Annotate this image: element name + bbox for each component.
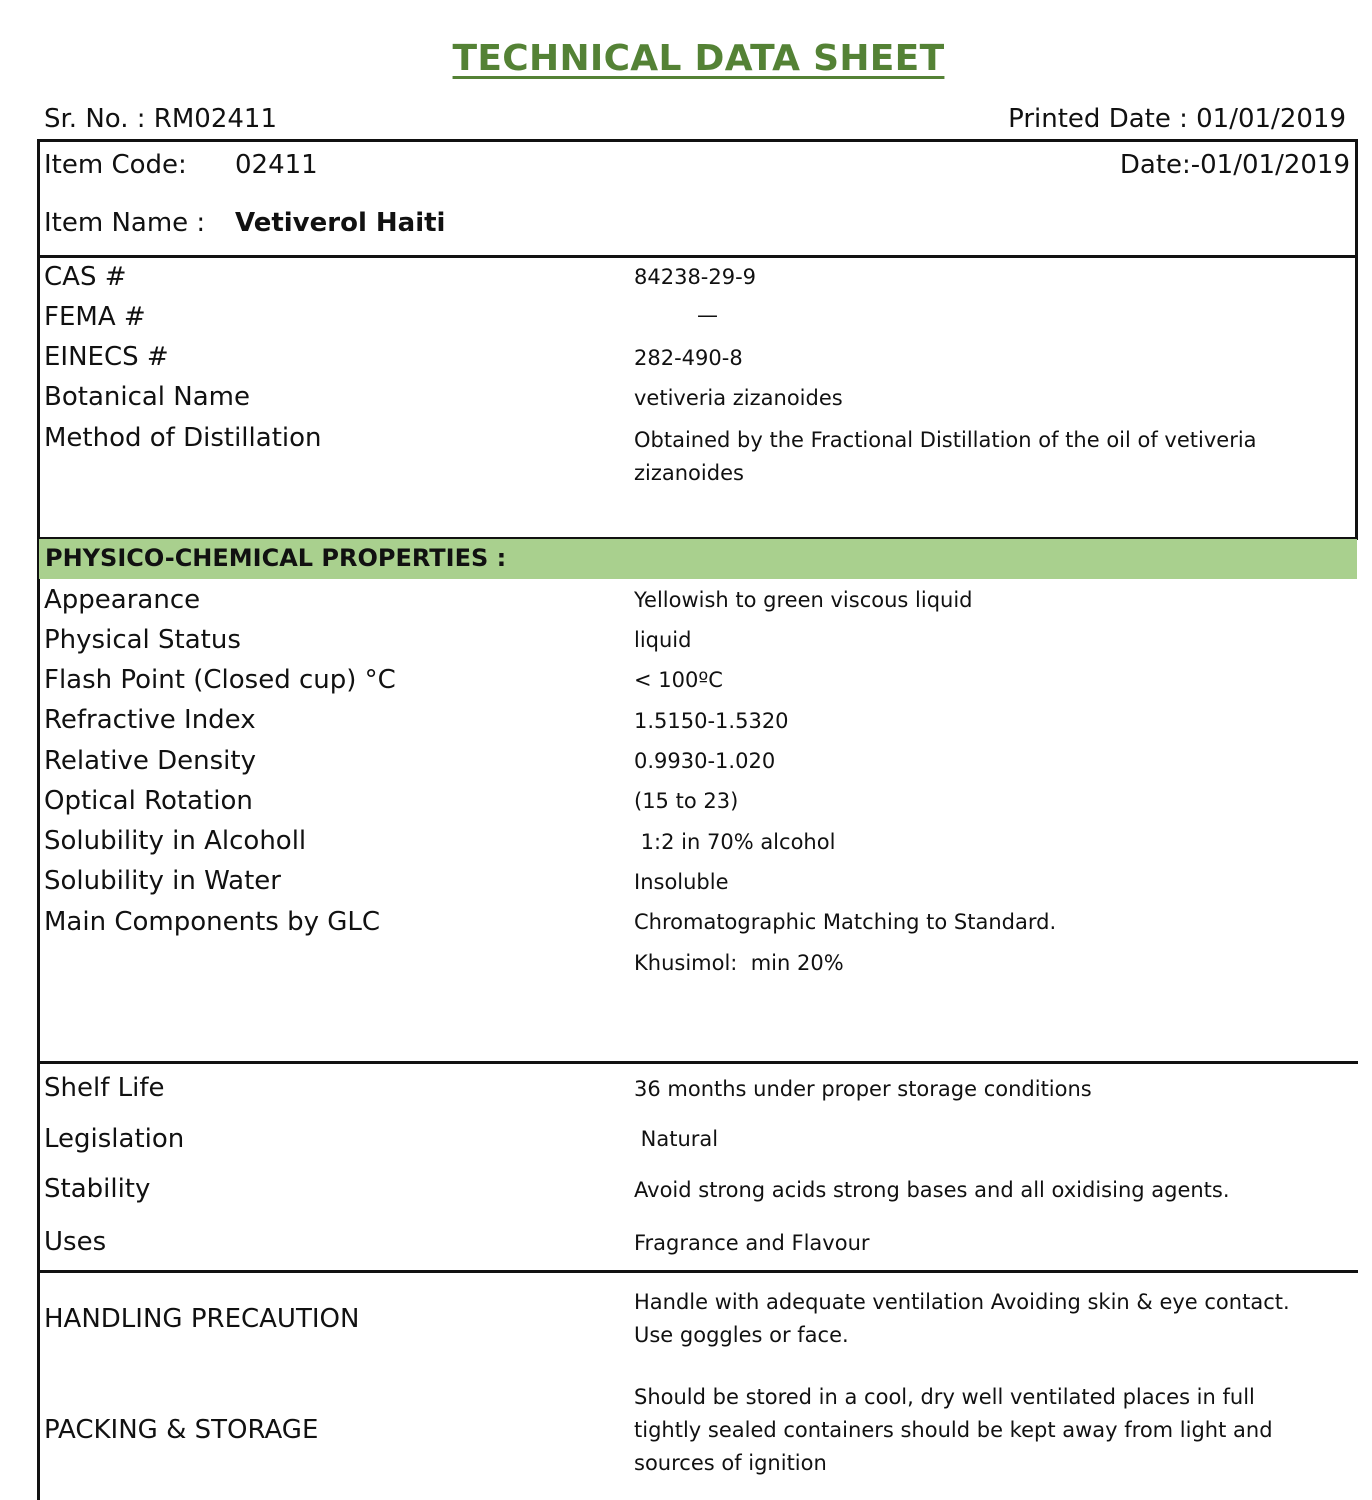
packing-storage-label: PACKING & STORAGE: [44, 1415, 319, 1445]
packing-storage-value: Should be stored in a cool, dry well ventilated places in full tightly sealed containers should be kept away from light and sources of ignition: [634, 1385, 1273, 1475]
legislation-label: Legislation: [44, 1124, 185, 1154]
solubility-water-label: Solubility in Water: [44, 866, 281, 896]
refractive-index-label: Refractive Index: [44, 705, 256, 735]
solubility-water-value: Insoluble: [634, 870, 729, 894]
printed-date: Printed Date : 01/01/2019: [1008, 104, 1346, 134]
cas-label: CAS #: [44, 262, 127, 292]
physical-status-label: Physical Status: [44, 625, 241, 655]
stability-label: Stability: [44, 1174, 151, 1204]
frame-left-border: [37, 139, 40, 1500]
item-name-value: Vetiverol Haiti: [235, 208, 446, 238]
handling-precaution-value: Handle with adequate ventilation Avoiding skin & eye contact. Use goggles or face.: [634, 1290, 1290, 1347]
cas-value: 84238-29-9: [634, 265, 757, 289]
item-date: Date:-01/01/2019: [1119, 150, 1350, 180]
physico-chemical-heading: PHYSICO-CHEMICAL PROPERTIES :: [45, 544, 507, 572]
khusimol-value: Khusimol: min 20%: [634, 951, 844, 975]
frame-top-border: [37, 139, 1358, 142]
uses-label: Uses: [44, 1227, 107, 1257]
botanical-name-value: vetiveria zizanoides: [634, 386, 843, 410]
shelf-life-value: 36 months under proper storage conditions: [634, 1077, 1092, 1101]
shelf-life-label: Shelf Life: [44, 1073, 165, 1103]
item-code-label: Item Code:: [44, 150, 187, 180]
solubility-alcohol-label: Solubility in Alcoholl: [44, 826, 307, 856]
handling-precaution-label: HANDLING PRECAUTION: [44, 1304, 360, 1334]
main-components-label: Main Components by GLC: [44, 907, 381, 937]
serial-number: Sr. No. : RM02411: [44, 104, 277, 134]
einecs-value: 282-490-8: [634, 346, 743, 370]
main-components-value: Chromatographic Matching to Standard.: [634, 910, 1057, 934]
optical-rotation-label: Optical Rotation: [44, 786, 253, 816]
item-code-value: 02411: [235, 150, 318, 180]
appearance-label: Appearance: [44, 585, 201, 615]
relative-density-value: 0.9930-1.020: [634, 749, 776, 773]
frame-right-border: [1355, 139, 1358, 539]
distillation-method-value: Obtained by the Fractional Distillation of the oil of vetiveria zizanoides: [634, 428, 1257, 485]
flash-point-label: Flash Point (Closed cup) °C: [44, 665, 396, 695]
relative-density-label: Relative Density: [44, 746, 256, 776]
distillation-method-label: Method of Distillation: [44, 423, 322, 453]
stability-value: Avoid strong acids strong bases and all oxidising agents.: [634, 1178, 1230, 1202]
uses-value: Fragrance and Flavour: [634, 1231, 870, 1255]
physical-status-value: liquid: [634, 628, 692, 652]
divider-general: [37, 1270, 1358, 1273]
divider-item: [37, 255, 1358, 258]
item-name-label: Item Name :: [44, 208, 206, 238]
botanical-name-label: Botanical Name: [44, 382, 250, 412]
refractive-index-value: 1.5150-1.5320: [634, 709, 789, 733]
optical-rotation-value: (15 to 23): [634, 789, 739, 813]
divider-physico: [37, 1061, 1358, 1064]
flash-point-value: < 100ºC: [634, 668, 723, 692]
appearance-value: Yellowish to green viscous liquid: [634, 588, 973, 612]
page-title: TECHNICAL DATA SHEET: [452, 38, 945, 79]
einecs-label: EINECS #: [44, 342, 169, 372]
legislation-value: Natural: [634, 1127, 719, 1151]
fema-label: FEMA #: [44, 302, 146, 332]
fema-value: —: [697, 303, 718, 327]
solubility-alcohol-value: 1:2 in 70% alcohol: [634, 830, 836, 854]
